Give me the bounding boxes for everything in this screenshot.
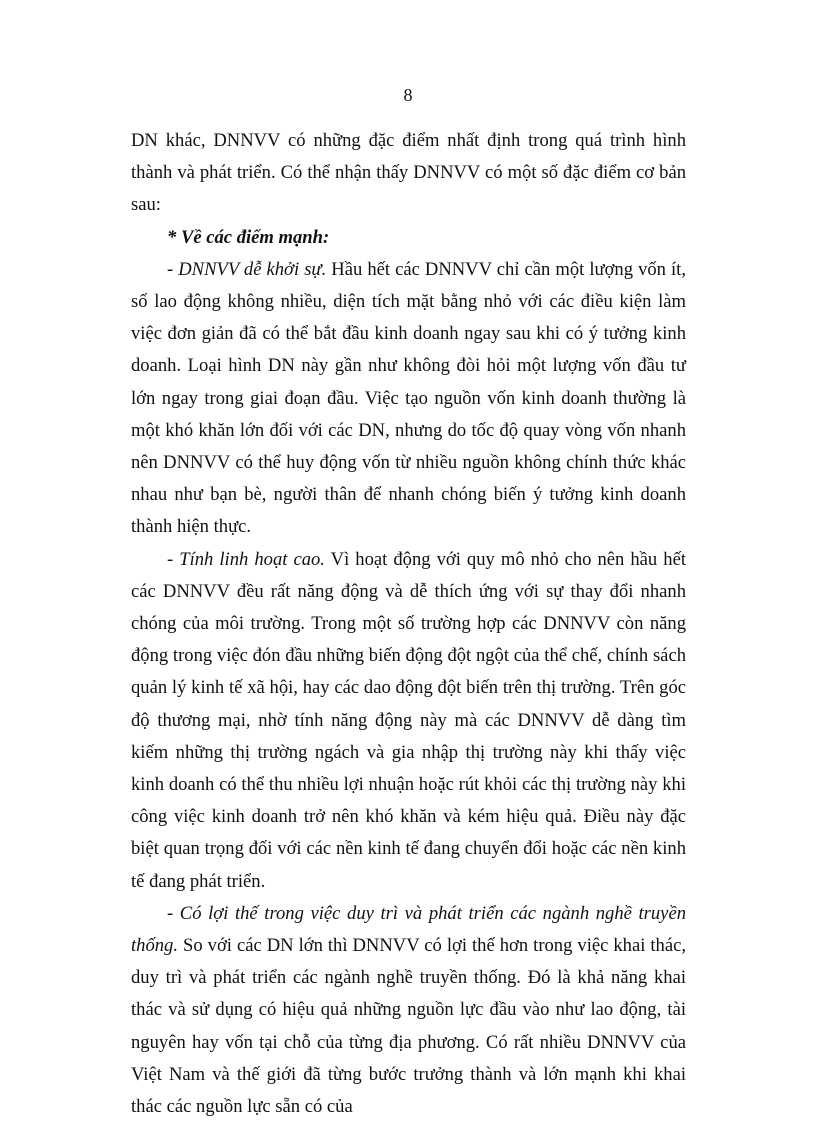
text-traditional-trades: So với các DN lớn thì DNNVV có lợi thế hơn trong việc khai thác, duy trì và phát triển các ngành nghề truyền thống. Đó là khả năng khai thác và sử dụng có hiệu quả những nguồn lực đầu vào như lao động, tài nguyên hay vốn tại chỗ của từng địa phương. Có rất nhiều DNNVV của Việt Nam và thế giới đã từng bước trưởng thành và lớn mạnh khi khai thác các nguồn lực sẵn có của xyxy=(131,935,686,1118)
term-easy-startup: - DNNVV dễ khởi sự. xyxy=(167,258,327,280)
paragraph-easy-startup xyxy=(131,254,686,544)
term-flexibility: - Tính linh hoạt cao. xyxy=(167,548,325,570)
page-number: 8 xyxy=(403,85,413,105)
strengths-heading: * Về các điểm mạnh: xyxy=(167,226,330,248)
text-easy-startup: Hầu hết các DNNVV chỉ cần một lượng vốn ít, số lao động không nhiều, diện tích mặt bằng nhỏ với các điều kiện làm việc đơn giản đã có thể bắt đầu kinh doanh ngay sau khi có ý tưởng kinh doanh. Loại hình DN này gần như không đòi hỏi một lượng vốn đầu tư lớn ngay trong giai đoạn đầu. Việc tạo nguồn vốn kinh doanh thường là một khó khăn lớn đối với các DN, nhưng do tốc độ quay vòng vốn nhanh nên DNNVV có thể huy động vốn từ nhiều nguồn không chính thức khác nhau như bạn bè, người thân để nhanh chóng biến ý tưởng kinh doanh thành hiện thực. xyxy=(131,258,686,538)
document-body xyxy=(131,125,686,1123)
paragraph-flexibility xyxy=(131,544,686,898)
paragraph-intro: DN khác, DNNVV có những đặc điểm nhất định trong quá trình hình thành và phát triển. Có thể nhận thấy DNNVV có một số đặc điểm cơ bản sau: xyxy=(131,130,686,216)
paragraph-traditional-trades xyxy=(131,898,686,1123)
section-heading-strengths xyxy=(131,222,686,254)
text-flexibility: Vì hoạt động với quy mô nhỏ cho nên hầu hết các DNNVV đều rất năng động và dễ thích ứng với sự thay đổi nhanh chóng của môi trường. Trong một số trường hợp các DNNVV còn năng động trong việc đón đầu những biến động đột ngột của thể chế, chính sách quản lý kinh tế xã hội, hay các dao động đột biến trên thị trường. Trên góc độ thương mại, nhờ tính năng động này mà các DNNVV dễ dàng tìm kiếm những thị trường ngách và gia nhập thị trường này khi thấy việc kinh doanh có thể thu nhiều lợi nhuận hoặc rút khỏi các thị trường này khi công việc kinh doanh trở nên khó khăn và kém hiệu quả. Điều này đặc biệt quan trọng đối với các nền kinh tế đang chuyển đổi hoặc các nền kinh tế đang phát triển. xyxy=(131,548,686,892)
term-traditional-trades: - Có lợi thế trong việc duy trì và phát triển các ngành nghề truyền thống. xyxy=(131,902,686,957)
